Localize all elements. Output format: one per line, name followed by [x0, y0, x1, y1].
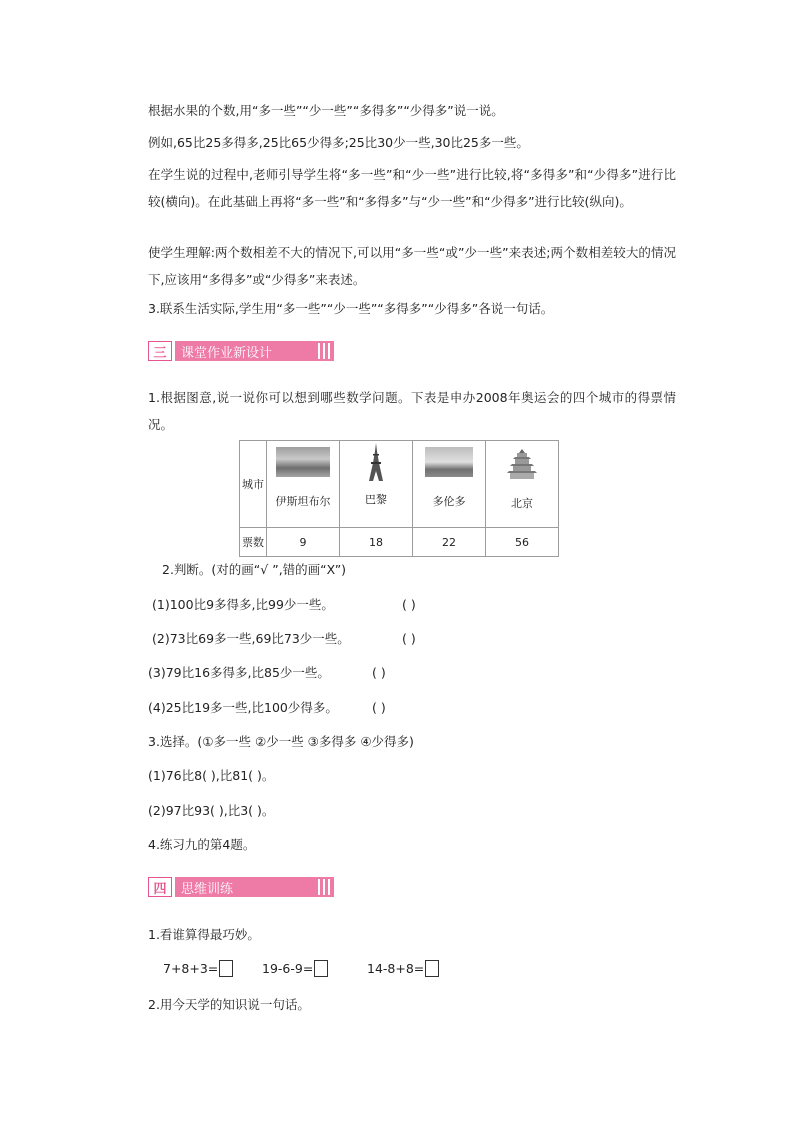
- thinking-question-1: 1.看谁算得最巧妙。: [148, 927, 260, 942]
- city-cell: [413, 441, 486, 528]
- judge-item: (3)79比16多得多,比85少一些。 ( ): [148, 665, 386, 680]
- section-banner-4: [148, 877, 334, 897]
- text-line: 例如,65比25多得多,25比65少得多;25比30少一些,30比25多一些。: [148, 135, 529, 150]
- section-title-bar: [175, 877, 334, 897]
- question-2-title: 2.判断。(对的画“√ ”,错的画“X”): [162, 562, 347, 577]
- stripe-decoration: [318, 879, 330, 895]
- vote-count: 18: [340, 528, 413, 557]
- temple-of-heaven-icon: [507, 447, 537, 483]
- eiffel-tower-icon: [366, 443, 386, 481]
- city-name: 伊斯坦布尔: [275, 495, 331, 508]
- section-title: 思维训练: [181, 881, 234, 897]
- city-cell: [340, 441, 413, 528]
- vote-count: 56: [486, 528, 559, 557]
- section-number: 三: [148, 341, 172, 361]
- city-cell: [267, 441, 340, 528]
- question-1: 1.根据图意,说一说你可以想到哪些数学问题。下表是申办2008年奥运会的四个城市的得票情况。: [148, 390, 676, 432]
- answer-blank: ( ): [372, 665, 386, 680]
- text-line: 根据水果的个数,用“多一些”“少一些”“多得多”“少得多”说一说。: [148, 103, 504, 118]
- paragraph: 使学生理解:两个数相差不大的情况下,可以用“多一些“或”少一些”来表述;两个数相差较大的情况下,应该用“多得多”或“少得多”来表述。: [148, 245, 676, 287]
- answer-blank: ( ): [372, 700, 386, 715]
- vote-table: [239, 440, 559, 557]
- judge-item: (1)100比9多得多,比99少一些。 ( ): [152, 597, 416, 612]
- vote-count: 9: [267, 528, 340, 557]
- answer-box[interactable]: [219, 960, 233, 977]
- table-header-city: 城市: [240, 441, 267, 528]
- city-cell: [486, 441, 559, 528]
- section-banner-3: [148, 341, 334, 361]
- choice-item: (2)97比93( ),比3( )。: [148, 803, 275, 818]
- section-number: 四: [148, 877, 172, 897]
- judge-item: (4)25比19多一些,比100少得多。 ( ): [148, 700, 386, 715]
- section-title-bar: [175, 341, 334, 361]
- vote-count: 22: [413, 528, 486, 557]
- calc-item: 19-6-9=: [262, 960, 328, 978]
- answer-blank: ( ): [402, 631, 416, 646]
- city-name: 多伦多: [432, 495, 466, 508]
- answer-blank: ( ): [402, 597, 416, 612]
- choice-item: (1)76比8( ),比81( )。: [148, 768, 275, 783]
- istanbul-photo: [276, 447, 330, 477]
- answer-box[interactable]: [314, 960, 328, 977]
- question-4: 4.练习九的第4题。: [148, 837, 256, 852]
- stripe-decoration: [318, 343, 330, 359]
- question-3-title: 3.选择。(①多一些 ②少一些 ③多得多 ④少得多): [148, 734, 414, 749]
- calc-item: 14-8+8=: [367, 960, 439, 978]
- table-header-votes: 票数: [240, 528, 267, 557]
- answer-box[interactable]: [425, 960, 439, 977]
- section-title: 课堂作业新设计: [181, 345, 273, 361]
- city-name: 巴黎: [365, 493, 387, 506]
- judge-item: (2)73比69多一些,69比73少一些。 ( ): [152, 631, 416, 646]
- toronto-photo: [425, 447, 473, 477]
- text-line: 3.联系生活实际,学生用“多一些”“少一些”“多得多”“少得多”各说一句话。: [148, 301, 554, 316]
- paragraph: 在学生说的过程中,老师引导学生将“多一些”和“少一些”进行比较,将“多得多”和“少得多”进行比较(横向)。在此基础上再将“多一些”和“多得多”与“少一些”和“少得多”进行比较(纵向)。: [148, 167, 676, 209]
- city-name: 北京: [511, 497, 533, 510]
- calc-item: 7+8+3=: [163, 960, 233, 978]
- thinking-question-2: 2.用今天学的知识说一句话。: [148, 997, 310, 1012]
